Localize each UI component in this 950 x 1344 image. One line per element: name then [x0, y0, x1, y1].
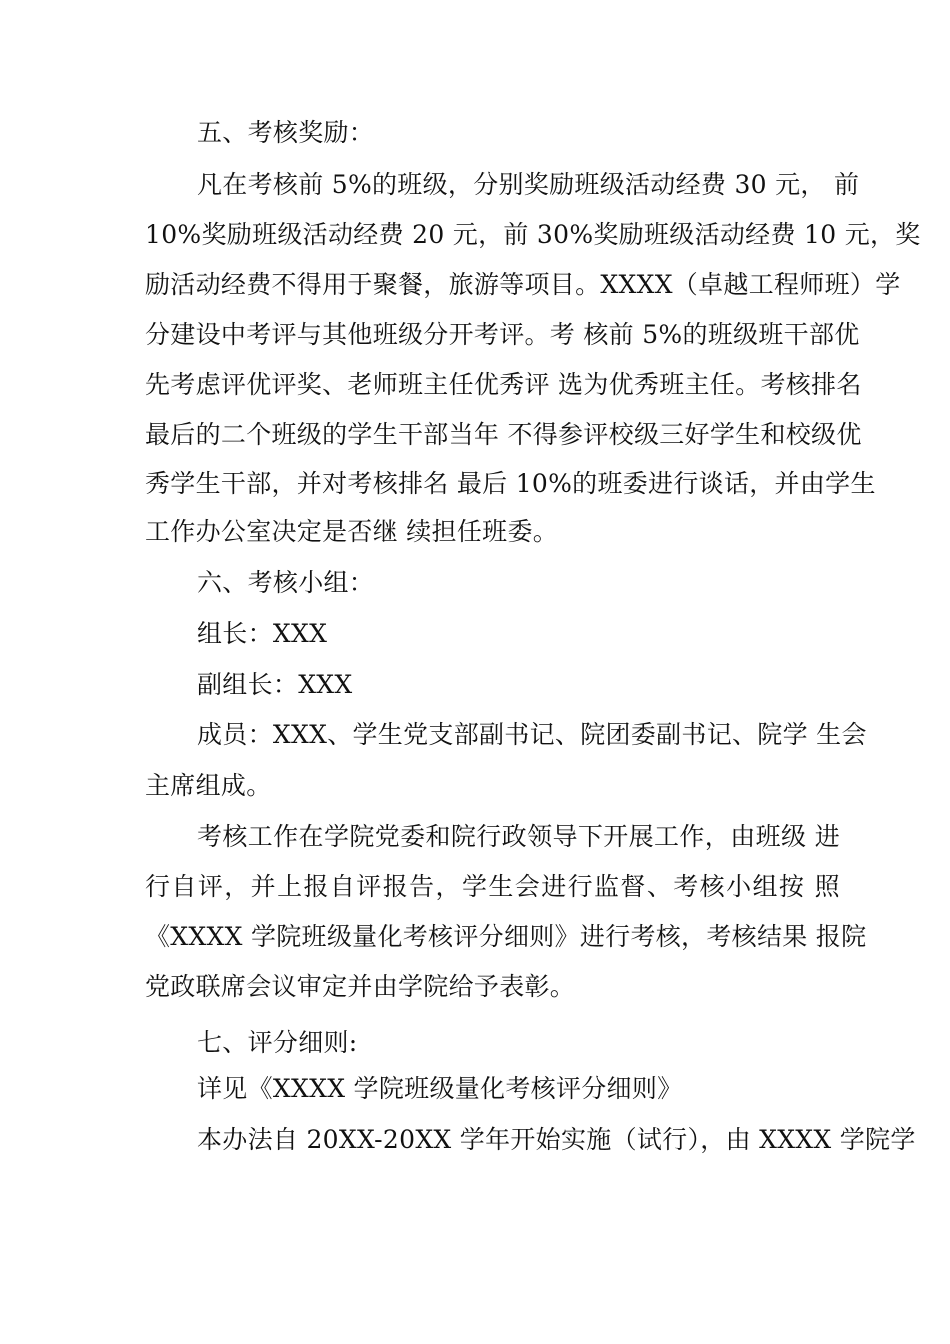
paragraph-line: 考核工作在学院党委和院行政领导下开展工作，由班级 进	[197, 822, 840, 851]
implementation-line: 本办法自 20XX-20XX 学年开始实施（试行），由 XXXX 学院学	[197, 1125, 916, 1154]
paragraph-line: 励活动经费不得用于聚餐，旅游等项目。XXXX（卓越工程师班）学	[145, 270, 901, 299]
members-line: 成员：XXX、学生党支部副书记、院团委副书记、院学 生会	[197, 720, 867, 749]
section-heading: 五、考核奖励：	[197, 118, 375, 147]
paragraph-line: 凡在考核前 5%的班级，分别奖励班级活动经费 30 元， 前	[197, 170, 860, 199]
paragraph-line: 党政联席会议审定并由学院给予表彰。	[145, 972, 576, 1001]
deputy-leader-line: 副组长：XXX	[197, 670, 353, 699]
paragraph-line: 最后的二个班级的学生干部当年 不得参评校级三好学生和校级优	[145, 420, 862, 449]
paragraph-line: 行自评，并上报自评报告，学生会进行监督、考核小组按 照	[145, 872, 840, 901]
paragraph-line: 分建设中考评与其他班级分开考评。考 核前 5%的班级班干部优	[145, 320, 860, 349]
paragraph-line: 10%奖励班级活动经费 20 元，前 30%奖励班级活动经费 10 元，奖	[145, 220, 921, 249]
leader-line: 组长：XXX	[197, 619, 328, 648]
section-heading: 六、考核小组：	[197, 568, 375, 597]
section-heading: 七、评分细则:	[197, 1028, 358, 1057]
paragraph-line: 先考虑评优评奖、老师班主任优秀评 选为优秀班主任。考核排名	[145, 370, 862, 399]
detail-line: 详见《XXXX 学院班级量化考核评分细则》	[197, 1074, 683, 1103]
members-line: 主席组成。	[145, 771, 272, 800]
paragraph-line: 《XXXX 学院班级量化考核评分细则》进行考核，考核结果 报院	[145, 922, 867, 951]
paragraph-line: 秀学生干部，并对考核排名 最后 10%的班委进行谈话，并由学生	[145, 469, 876, 498]
paragraph-line: 工作办公室决定是否继 续担任班委。	[145, 517, 559, 546]
